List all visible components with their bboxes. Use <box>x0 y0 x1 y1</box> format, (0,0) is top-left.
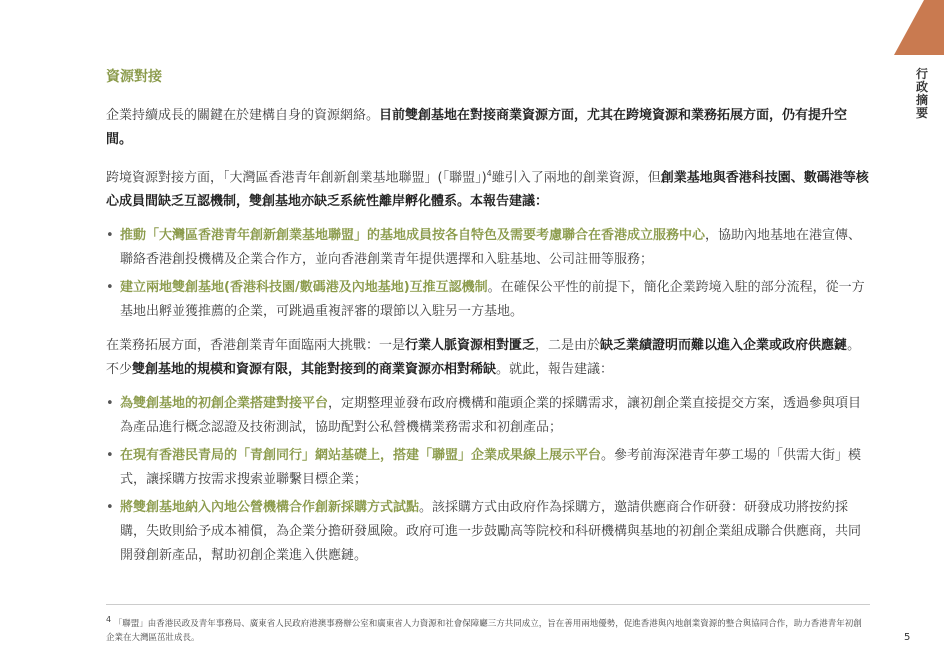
recommendation-list-2 <box>106 392 870 568</box>
list-item-highlight: 為雙創基地的初創企業搭建對接平台 <box>120 396 329 412</box>
recommendation-list-1 <box>106 224 870 324</box>
footnote-ref[interactable]: 4 <box>486 169 492 178</box>
p3-text: 在業務拓展方面，香港創業青年面臨兩大挑戰：一是 <box>106 338 406 354</box>
list-item <box>106 276 870 324</box>
list-item-highlight: 在現有香港民青局的「青創同行」網站基礎上，搭建「聯盟」企業成果線上展示平台 <box>120 448 602 464</box>
p1-text: 企業持續成長的關鍵在於建構自身的資源網絡。 <box>106 108 380 123</box>
list-item-text: ，定期整理並發布政府機構和龍頭企業的採購需求，讓初創企業直接提交方案，透過參與項目為產品進行概念認證及技術測試，協助配對公私營機構業務需求和初創產品； <box>120 396 862 436</box>
section-tab-label: 行政摘要 <box>915 67 928 120</box>
p2-text-2: 雖引入了兩地的創業資源，但 <box>491 170 661 186</box>
list-item-highlight: 將雙創基地納入內地公營機構合作創新採購方式試點 <box>120 500 420 516</box>
paragraph-1 <box>106 104 870 152</box>
list-item <box>106 496 870 568</box>
main-content <box>106 66 870 578</box>
p3-text: 。就此，報告建議： <box>496 362 614 378</box>
p2-bold: 創業基地與香港科技園、數碼港等核心成員間缺乏互認機制，雙創基地亦缺乏系統性離岸孵化體系。本報告建議： <box>106 170 869 210</box>
p3-bold: 行業人脈資源相對匱乏 <box>405 338 536 354</box>
footnote-number: 4 <box>106 615 112 624</box>
list-item <box>106 224 870 272</box>
list-item-text: 。在確保公平性的前提下，簡化企業跨境入駐的部分流程，從一方基地出孵並獲推薦的企業，可跳過重複評審的環節以入駐另一方基地。 <box>120 280 865 320</box>
p3-bold: 缺乏業績證明而難以進入企業或政府供應鏈 <box>600 338 848 354</box>
p1-bold: 目前雙創基地在對接商業資源方面，尤其在跨境資源和業務拓展方面，仍有提升空間。 <box>106 108 848 147</box>
list-item-highlight: 推動「大灣區香港青年創新創業基地聯盟」的基地成員按各自特色及需要考慮聯合在香港成立服務中心 <box>120 228 706 244</box>
section-heading: 資源對接 <box>106 69 162 85</box>
list-item-highlight: 建立兩地雙創基地(香港科技園/數碼港及內地基地)互推互認機制 <box>120 280 488 296</box>
p2-text: 跨境資源對接方面，「大灣區香港青年創新創業基地聯盟」(「聯盟」) <box>106 170 487 186</box>
list-item-text: ，協助內地基地在港宣傳、聯絡香港創投機構及企業合作方，並向香港創業青年提供選擇和入駐基地、公司註冊等服務； <box>120 228 862 268</box>
p3-text: 。不少 <box>106 338 861 378</box>
p3-text: ，二是由於 <box>535 338 601 354</box>
p3-bold: 雙創基地的規模和資源有限，其能對接到的商業資源亦相對稀缺 <box>132 362 497 378</box>
list-item-text: 。參考前海深港青年夢工場的「供需大街」模式，讓採購方按需求搜索並聯繫目標企業； <box>120 448 862 488</box>
section-tab[interactable] <box>915 68 929 120</box>
paragraph-2 <box>106 162 870 214</box>
footnote-text: 「聯盟」由香港民政及青年事務局、廣東省人民政府港澳事務辦公室和廣東省人力資源和社會保障廳三方共同成立，旨在善用兩地優勢，促進香港與內地創業資源的整合與協同合作，助力香港青年初創企業在大灣區茁壯成長。 <box>106 618 862 643</box>
paragraph-3 <box>106 334 870 382</box>
list-item <box>106 444 870 492</box>
page-number: 5 <box>904 632 911 643</box>
corner-decoration <box>894 0 944 55</box>
footnote <box>106 604 870 645</box>
list-item-text: 。該採購方式由政府作為採購方，邀請供應商合作研發：研發成功將按約採購，失敗則給予成本補償，為企業分擔研發風險。政府可進一步鼓勵高等院校和科研機構與基地的初創企業組成聯合供應商，共同開發創新產品，幫助初創企業進入供應鏈。 <box>120 500 862 564</box>
list-item <box>106 392 870 440</box>
